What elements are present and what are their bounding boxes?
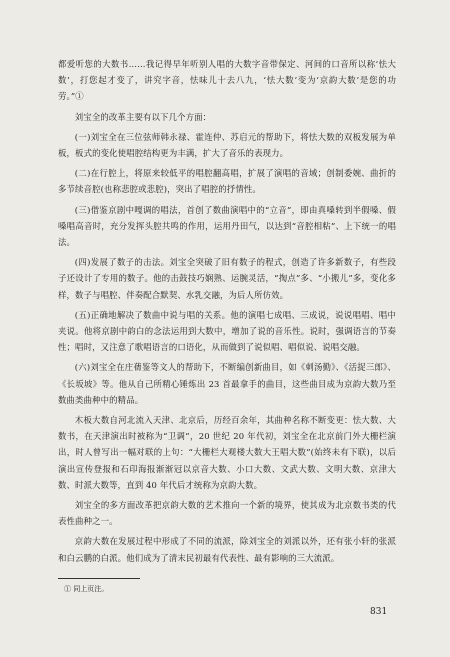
paragraph-quote-continuation: 都爱听您的大数书……我记得早年听别人唱的大数字音带保定、河间的口音所以称‘怯大数’，打您起才变了，讲究字音，怯味儿十去八九，‘怯大数’变为‘京韵大数’是您的功劳。”① xyxy=(58,59,396,102)
paragraph-reform-1: (一)刘宝全在三位弦师韩永禄、霍连仲、苏启元的帮助下，将怯大数的双板发展为单板，板式的变化使唱腔结构更为丰满，扩大了音乐的表现力。 xyxy=(58,131,396,159)
paragraph-schools: 京韵大数在发展过程中形成了不同的流派，除刘宝全的刘派以外，还有张小轩的张派和白云鹏的白派。他们成为了清末民初最有代表性、最有影响的三大流派。 xyxy=(58,536,396,563)
paragraph-reform-5: (五)正确地解决了数曲中说与唱的关系。他的演唱七成唱、三成说，说说唱唱、唱中夹说。他将京剧中韵白的念法运用到大数中，增加了说的音乐性。说时，强调语言的节奏性；唱时，又注意了歌唱语言的口语化，从而做到了说似唱、唱似说、说唱交融。 xyxy=(58,309,396,353)
paragraph-reform-2: (二)在行腔上，将原来较低平的唱腔翻高唱，扩展了演唱的音域；创制委婉、曲折的多节续音腔(也称悲腔或悲腔)，突出了唱腔的抒情性。 xyxy=(58,168,396,195)
paragraph-reform-3: (三)借鉴京剧中嘎调的唱法，首创了数曲演唱中的“立音”，即由真嗓转到半假嗓、假嗓唱高音时，充分发挥头腔共鸣的作用，运用丹田气，以达到“音腔相粘”、上下统一的唱法。 xyxy=(58,204,396,248)
paragraph-reform-6: (六)刘宝全在庄蒨鉴等文人的帮助下，不断编创新曲目，如《刺汤勤》、《活捉三郎》、《长坂坡》等。他从自己所精心锤炼出 23 首最拿手的曲目，这些曲目成为京韵大数乃至数曲类曲种中的精品。 xyxy=(58,362,396,405)
paragraph-reforms-intro: 刘宝全的改革主要有以下几个方面： xyxy=(74,111,212,122)
body-text xyxy=(58,56,396,570)
paragraph-history: 木板大数自河北流入天津、北京后，历经百余年，其曲种名称不断变更：怯大数、大数书，在天津演出时被称为“卫调”，20 世纪 20 年代初，刘宝全在北京前门外大栅栏演出，时人曾写出一幅对联的上句：“大栅栏大观楼大数大王唱大数”(始终未有下联)，以后演出宣传登报和石印海报渐渐冠以京音大数、小口大数、文武大数、文明大数、京津大数、时派大数等，直到 40 年代后才统称为京韵大数。 xyxy=(58,415,396,490)
paragraph-significance: 刘宝全的多方面改革把京韵大数的艺术推向一个新的境界，使其成为北京数书类的代表性曲种之一。 xyxy=(58,500,396,527)
paragraph-reform-4: (四)发展了数子的击法。刘宝全突破了旧有数子的程式，创造了许多新数子，有些段子还设计了专用的数子。他的击鼓技巧娴熟、运腕灵活，“掏点”多、“小搬儿”多，变化多样，数子与唱腔、伴奏配合默契、水乳交融，为后人所仿效。 xyxy=(58,257,396,300)
footnote: ① 同上页注。 xyxy=(64,585,109,593)
footnote-divider xyxy=(58,578,140,579)
page-number: 831 xyxy=(370,607,388,617)
